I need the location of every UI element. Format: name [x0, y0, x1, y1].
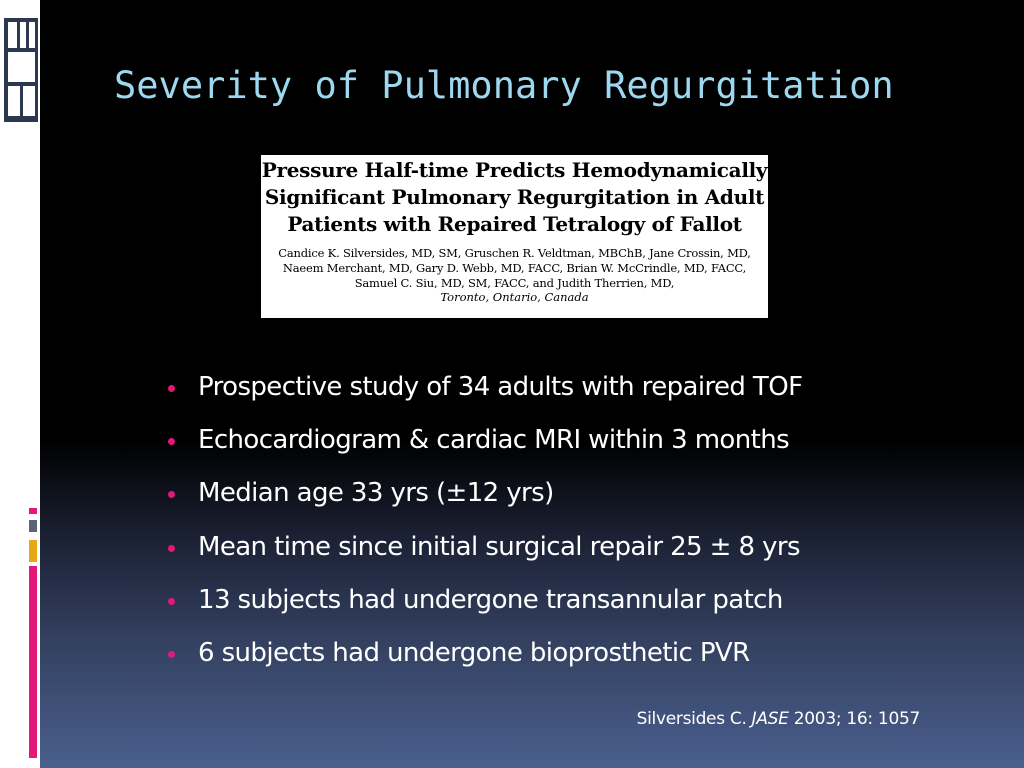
- paper-location: Toronto, Ontario, Canada: [440, 290, 589, 304]
- citation: [637, 709, 920, 729]
- bullet-text: Median age 33 yrs (±12 yrs): [198, 478, 554, 509]
- dot-icon: [168, 651, 175, 658]
- bullet-text: Echocardiogram & cardiac MRI within 3 months: [198, 425, 790, 456]
- list-item: [162, 467, 802, 520]
- bullet-text: 6 subjects had undergone bioprosthetic PVR: [198, 637, 750, 668]
- list-item: [162, 414, 802, 467]
- bullet-text: Mean time since initial surgical repair 25 ± 8 yrs: [198, 531, 800, 562]
- accent-bar-pink-top: [29, 508, 37, 514]
- paper-authors: Candice K. Silversides, MD, SM, Gruschen R. Veldtman, MBChB, Jane Crossin, MD, Naeem Merchant, MD, Gary D. Webb, MD, FACC, Brian W. McCrindle, MD, FACC, Samuel C. Siu, MD, SM, FACC, and Judith Therrien, MD,: [278, 246, 751, 290]
- dot-icon: [168, 598, 175, 605]
- accent-bar-slate: [29, 520, 37, 532]
- slide-title: Severity of Pulmonary Regurgitation: [114, 64, 894, 107]
- list-item: [162, 361, 802, 414]
- left-decorative-strip: [0, 0, 40, 768]
- window-frame-icon: [0, 0, 40, 140]
- bullet-text: Prospective study of 34 adults with repaired TOF: [198, 372, 803, 402]
- accent-bar-gold: [29, 540, 37, 562]
- list-item: [162, 574, 802, 627]
- dot-icon: [168, 545, 175, 552]
- paper-header-image: [261, 155, 768, 318]
- paper-title: Pressure Half-time Predicts Hemodynamically Significant Pulmonary Regurgitation in Adult Patients with Repaired Tetralogy of Fallot: [261, 158, 768, 236]
- citation-journal: JASE: [751, 709, 789, 729]
- bullet-text: 13 subjects had undergone transannular patch: [198, 584, 783, 615]
- citation-details: 2003; 16: 1057: [793, 709, 920, 729]
- dot-icon: [168, 491, 175, 498]
- citation-author: Silversides C.: [636, 709, 747, 729]
- list-item: [162, 521, 802, 574]
- list-item: [162, 627, 802, 680]
- dot-icon: [168, 438, 175, 445]
- accent-bars: [29, 508, 37, 758]
- bullet-list: [162, 361, 802, 680]
- dot-icon: [168, 385, 175, 392]
- accent-bar-pink-long: [29, 566, 37, 758]
